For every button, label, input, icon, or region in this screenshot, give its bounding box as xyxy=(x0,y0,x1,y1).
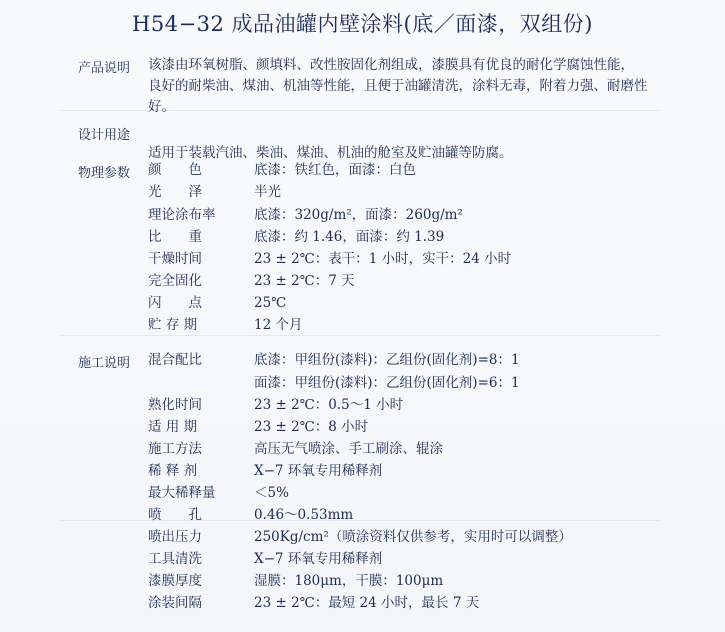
param-label: 喷出压力 xyxy=(148,529,202,545)
param-label: 最大稀释量 xyxy=(148,485,216,501)
param-value: 底漆：320g/m²，面漆：260g/m² xyxy=(254,207,463,223)
param-label: 比 重 xyxy=(148,229,202,245)
param-label: 完全固化 xyxy=(148,273,202,289)
param-label: 适 用 期 xyxy=(148,419,198,435)
param-value: 0.46～0.53mm xyxy=(254,507,354,523)
param-value: 湿膜：180μm，干膜：100μm xyxy=(254,573,444,589)
param-value: 23 ± 2℃：表干：1 小时，实干：24 小时 xyxy=(254,251,512,267)
param-label: 施工方法 xyxy=(148,441,202,457)
param-label: 工具清洗 xyxy=(148,551,202,567)
description-line: 好。 xyxy=(148,99,175,115)
section-label-physical: 物理参数 xyxy=(78,166,131,181)
section-label-application: 施工说明 xyxy=(78,356,131,371)
param-label: 喷 孔 xyxy=(148,507,202,523)
param-value: 高压无气喷涂、手工刷涂、辊涂 xyxy=(254,441,443,457)
param-value: 面漆：甲组份(漆料)：乙组份(固化剂)=6：1 xyxy=(254,375,520,391)
param-value: 23 ± 2℃：最短 24 小时，最长 7 天 xyxy=(254,595,480,611)
param-label: 稀 释 剂 xyxy=(148,463,198,479)
param-label: 干燥时间 xyxy=(148,251,202,267)
param-label: 漆膜厚度 xyxy=(148,573,202,589)
show-through-line xyxy=(60,335,660,336)
param-value: 底漆：铁红色，面漆：白色 xyxy=(254,162,416,178)
param-label: 光 泽 xyxy=(148,184,202,200)
param-value: X−7 环氧专用稀释剂 xyxy=(254,463,383,479)
section-label-description: 产品说明 xyxy=(78,61,131,76)
document-title: H54−32 成品油罐内壁涂料(底／面漆，双组份) xyxy=(132,12,593,36)
param-label: 理论涂布率 xyxy=(148,207,216,223)
description-line: 良好的耐柴油、煤油、机油等性能，且便于油罐清洗，涂料无毒，附着力强、耐磨性 xyxy=(148,78,648,94)
param-value: 底漆：约 1.46，面漆：约 1.39 xyxy=(254,229,445,245)
param-label: 涂装间隔 xyxy=(148,595,202,611)
usage-text: 适用于装载汽油、柴油、煤油、机油的舱室及贮油罐等防腐。 xyxy=(148,145,513,161)
param-value: 23 ± 2℃：0.5～1 小时 xyxy=(254,397,404,413)
param-label: 贮 存 期 xyxy=(148,317,198,333)
param-value: 半光 xyxy=(254,184,281,200)
param-label: 熟化时间 xyxy=(148,397,202,413)
param-label: 闪 点 xyxy=(148,295,202,311)
param-value: 25℃ xyxy=(254,295,287,311)
param-value: 23 ± 2℃：7 天 xyxy=(254,273,355,289)
param-value: X−7 环氧专用稀释剂 xyxy=(254,551,383,567)
param-value: 23 ± 2℃：8 小时 xyxy=(254,419,369,435)
param-value: 250Kg/cm²（喷涂资料仅供参考，实用时可以调整） xyxy=(254,529,572,545)
param-value: ＜5% xyxy=(254,485,289,501)
param-label: 颜 色 xyxy=(148,162,202,178)
section-label-usage: 设计用途 xyxy=(78,128,131,143)
description-line: 该漆由环氧树脂、颜填料、改性胺固化剂组成，漆膜具有优良的耐化学腐蚀性能， xyxy=(148,57,634,73)
param-value: 12 个月 xyxy=(254,317,303,333)
param-label: 混合配比 xyxy=(148,352,202,368)
description-paragraph xyxy=(148,55,708,118)
param-value: 底漆：甲组份(漆料)：乙组份(固化剂)=8：1 xyxy=(254,352,520,368)
